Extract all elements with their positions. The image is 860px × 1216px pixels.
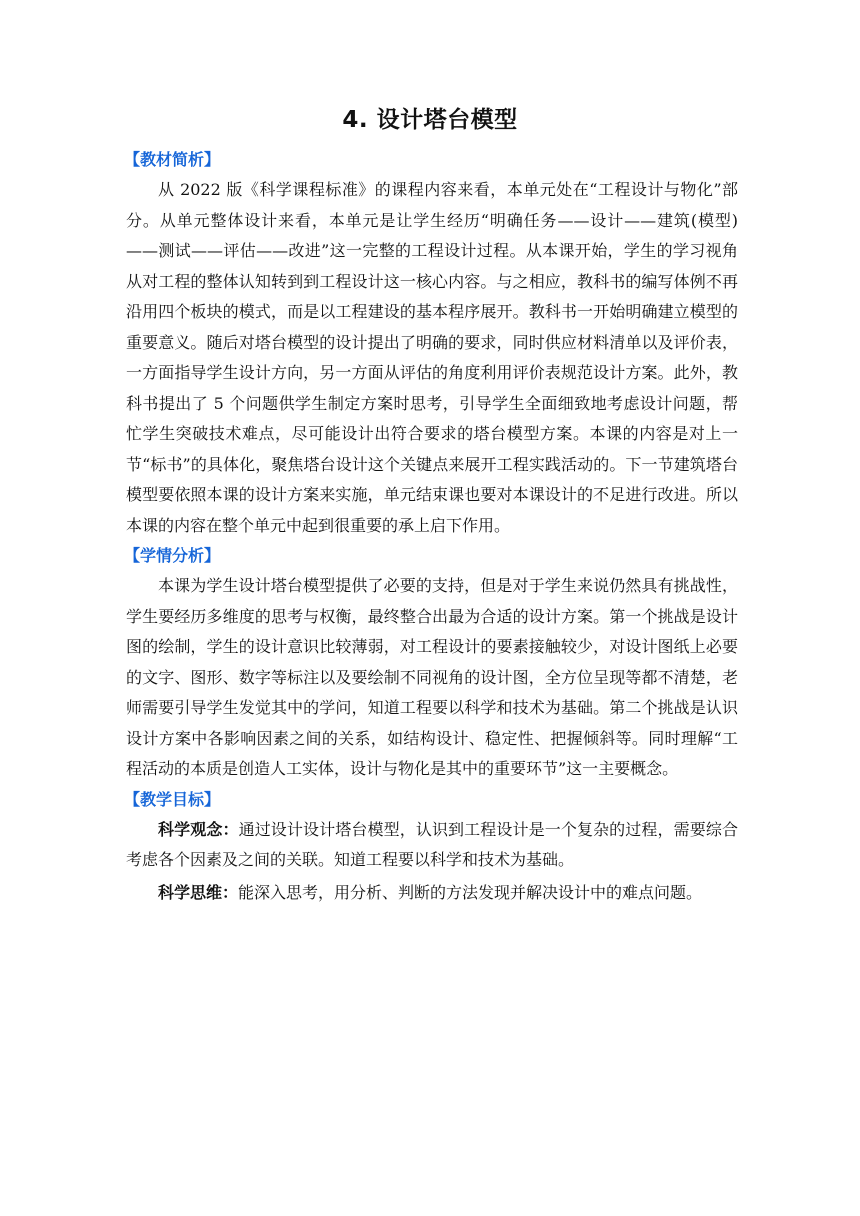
- section-heading-student-analysis: 【学情分析】: [124, 546, 221, 565]
- goal-text: 能深入思考，用分析、判断的方法发现并解决设计中的难点问题。: [238, 882, 703, 902]
- document-body: [126, 145, 738, 908]
- page-title: 4. 设计塔台模型: [342, 107, 518, 133]
- goal-scientific-concept: [126, 815, 738, 876]
- paragraph-student-analysis: 本课为学生设计塔台模型提供了必要的支持，但是对于学生来说仍然具有挑战性，学生要经历多维度的思考与权衡，最终整合出最为合适的设计方案。第一个挑战是设计图的绘制，学生的设计意识比较薄弱，对工程设计的要素接触较少，对设计图纸上必要的文字、图形、数字等标注以及要绘制不同视角的设计图，全方位呈现等都不清楚，老师需要引导学生发觉其中的学问，知道工程要以科学和技术为基础。第二个挑战是认识设计方案中各影响因素之间的关系，如结构设计、稳定性、把握倾斜等。同时理解“工程活动的本质是创造人工实体，设计与物化是其中的重要环节”这一主要概念。: [126, 576, 738, 778]
- goal-label: 科学观念：: [158, 819, 239, 839]
- section-heading-teaching-goals: 【教学目标】: [124, 789, 221, 809]
- section-heading-textbook-analysis: 【教材简析】: [124, 150, 221, 169]
- goal-label: 科学思维：: [158, 882, 239, 902]
- goal-scientific-thinking: [126, 878, 738, 909]
- paragraph-textbook-analysis: 从 2022 版《科学课程标准》的课程内容来看，本单元处在“工程设计与物化”部分。从单元整体设计来看，本单元是让学生经历“明确任务——设计——建筑(模型)——测试——评估——改进”这一完整的工程设计过程。从本课开始，学生的学习视角从对工程的整体认知转到到工程设计这一核心内容。与之相应，教科书的编写体例不再沿用四个板块的模式，而是以工程建设的基本程序展开。教科书一开始明确建立模型的重要意义。随后对塔台模型的设计提出了明确的要求，同时供应材料清单以及评价表，一方面指导学生设计方向，另一方面从评估的角度利用评价表规范设计方案。此外，教科书提出了 5 个问题供学生制定方案时思考，引导学生全面细致地考虑设计问题，帮忙学生突破技术难点，尽可能设计出符合要求的塔台模型方案。本课的内容是对上一节“标书”的具体化，聚焦塔台设计这个关键点来展开工程实践活动的。下一节建筑塔台模型要依照本课的设计方案来实施，单元结束课也要对本课设计的不足进行改进。所以本课的内容在整个单元中起到很重要的承上启下作用。: [126, 180, 738, 535]
- goal-text: 通过设计设计塔台模型，认识到工程设计是一个复杂的过程，需要综合考虑各个因素及之间的关联。知道工程要以科学和技术为基础。: [126, 819, 738, 869]
